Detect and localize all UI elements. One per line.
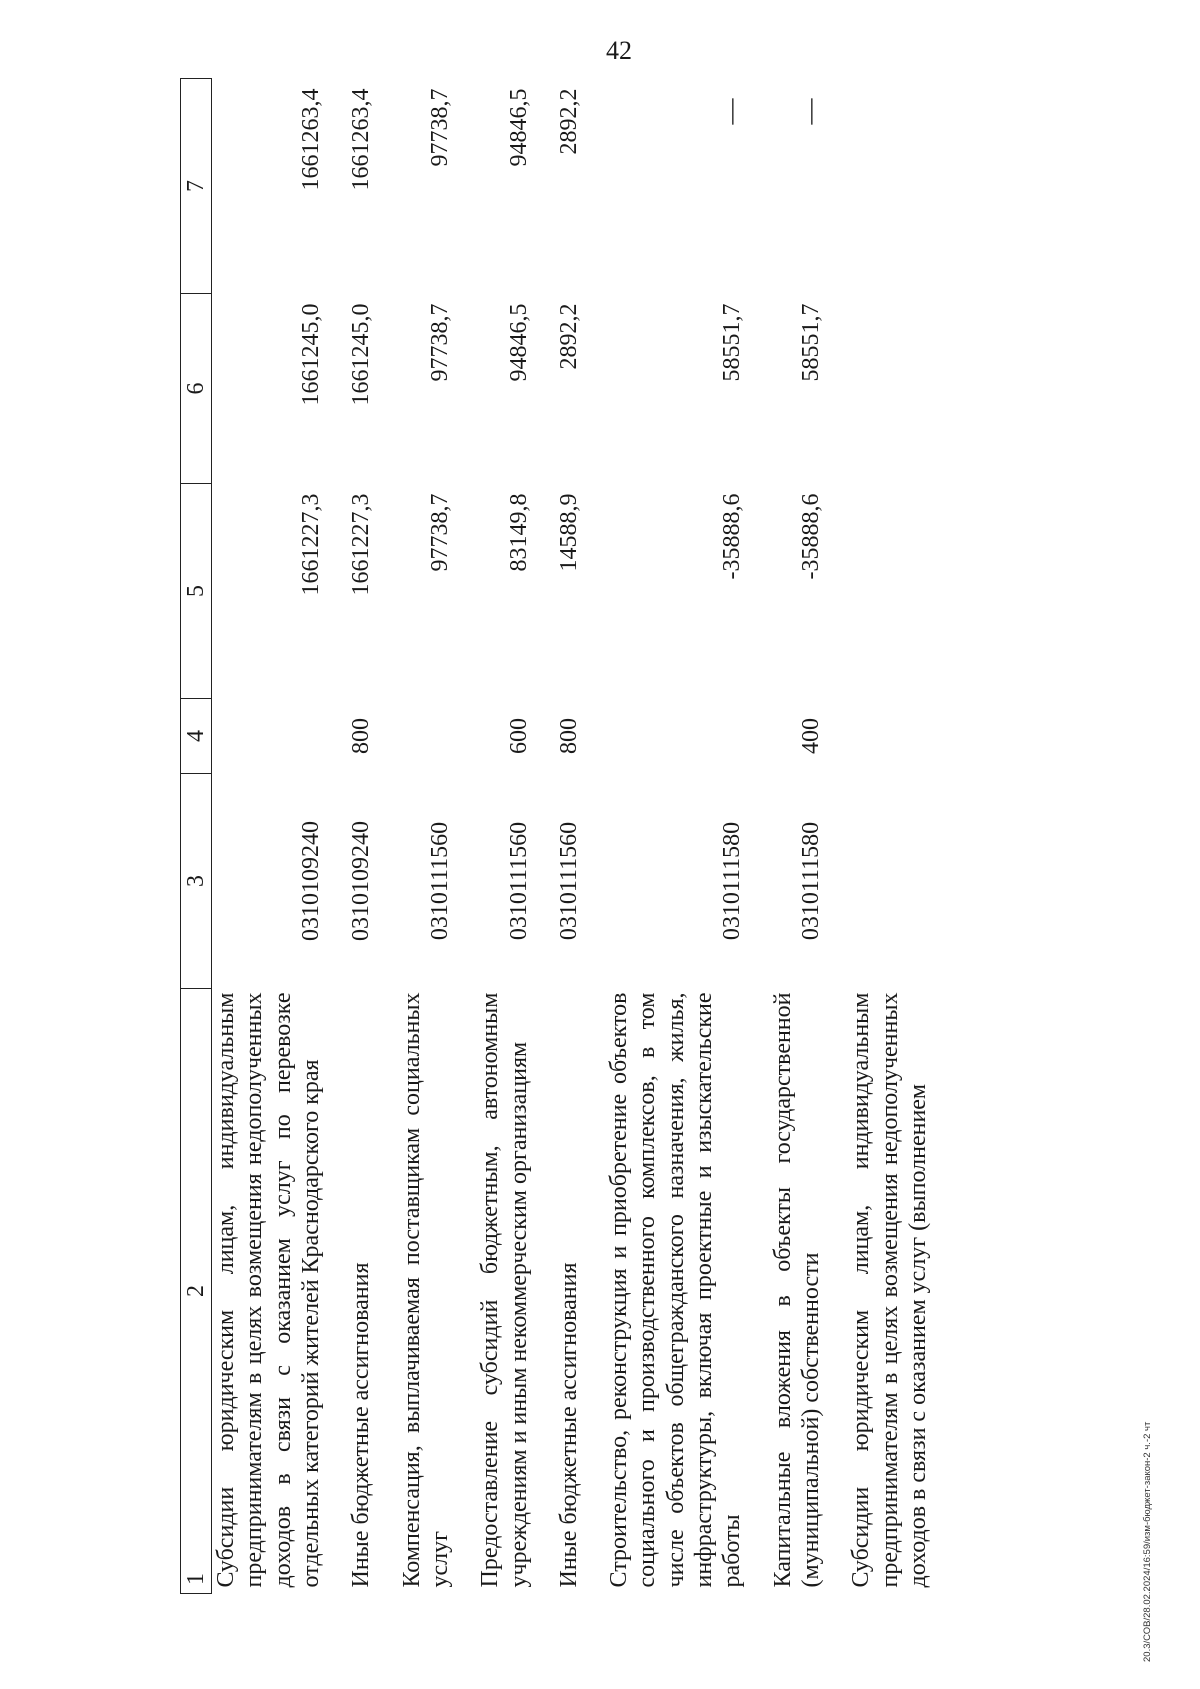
amount-col7: 1661263,4: [297, 88, 324, 191]
amount-col7: 97738,7: [426, 88, 453, 167]
target-code: 0310111560: [505, 821, 532, 941]
budget-table-container: [180, 79, 1060, 1594]
amount-col6: 94846,5: [505, 303, 532, 382]
footer-file-path: 20.3/СОВ/28.02.2024/16:59/изм-бюджет-закон-2 ч.-2 чт: [1142, 1421, 1153, 1662]
column-header: 2: [181, 989, 212, 1594]
amount-col7: 94846,5: [505, 88, 532, 167]
table-row: [533, 79, 583, 1594]
budget-table: [180, 78, 932, 1594]
row-name: Капитальные вложения в объекты государственной (муниципальной) собственности: [769, 992, 824, 1588]
amount-col7: 1661263,4: [348, 88, 375, 191]
table-row: [583, 79, 747, 1594]
target-code: 0310111560: [426, 821, 453, 941]
expense-type: 400: [798, 718, 824, 754]
column-header: 5: [181, 484, 212, 699]
row-name: Субсидии юридическим лицам, индивидуальным предпринимателям в целях возмещения недополученных доходов в связи с оказанием услуг (выполнением: [848, 992, 931, 1588]
target-code: 0310111580: [798, 821, 824, 941]
target-code: [825, 774, 932, 989]
row-name: Иные бюджетные ассигнования: [555, 1262, 582, 1588]
expense-type: [583, 699, 747, 774]
amount-col6: [825, 294, 932, 484]
amount-col7-dash: —: [794, 98, 824, 125]
amount-col6: 1661245,0: [348, 303, 375, 406]
amount-col5: -35888,6: [798, 493, 824, 580]
amount-col6: 2892,2: [555, 303, 582, 370]
row-name: Компенсация, выплачиваемая поставщикам социальных услуг: [398, 992, 453, 1588]
table-row: [376, 79, 455, 1594]
expense-type: [212, 699, 326, 774]
row-name: Иные бюджетные ассигнования: [348, 1262, 375, 1588]
amount-col7: 2892,2: [555, 88, 582, 155]
expense-type: [376, 699, 455, 774]
column-header: 7: [181, 79, 212, 294]
table-row: [325, 79, 375, 1594]
amount-col6: 58551,7: [798, 303, 824, 382]
row-name: Предоставление субсидий бюджетным, автономным учреждениям и иным некоммерческим организациям: [477, 992, 532, 1588]
amount-col6: 1661245,0: [297, 303, 324, 406]
target-code: 0310109240: [348, 821, 375, 941]
amount-col7: [825, 79, 932, 294]
amount-col7-dash: —: [716, 98, 746, 125]
amount-col5: 97738,7: [426, 493, 453, 572]
column-header: 3: [181, 774, 212, 989]
column-header: 6: [181, 294, 212, 484]
amount-col6: 97738,7: [426, 303, 453, 382]
expense-type: 800: [348, 718, 375, 754]
target-code: 0310109240: [297, 821, 324, 941]
amount-col5: [825, 484, 932, 699]
table-row: [454, 79, 533, 1594]
table-row: [212, 79, 326, 1594]
target-code: 0310111580: [719, 821, 746, 941]
amount-col5: 1661227,3: [348, 493, 375, 596]
expense-type: 800: [555, 718, 582, 754]
amount-col5: -35888,6: [719, 493, 746, 580]
table-header-row: 1 2 3 4 5 6 7: [181, 79, 212, 1594]
amount-col5: 14588,9: [555, 493, 582, 572]
target-code: 0310111560: [555, 821, 582, 941]
column-header: 4: [181, 699, 212, 774]
page-number: 42: [606, 36, 632, 65]
table-row: [747, 79, 826, 1594]
expense-type: 600: [505, 718, 532, 754]
amount-col6: 58551,7: [719, 303, 746, 382]
amount-col5: 1661227,3: [297, 493, 324, 596]
table-row: [825, 79, 932, 1594]
amount-col5: 83149,8: [505, 493, 532, 572]
row-name: Субсидии юридическим лицам, индивидуальным предпринимателям в целях возмещения недополученных доходов в связи с оказанием услуг по перевозке отдельных категорий жителей Краснодарского края: [213, 992, 324, 1588]
row-name: Строительство, реконструкция и приобретение объектов социального и производственного комплексов, в том числе объектов общегражданского назначения, жилья, инфраструктуры, включая проектные и изыскательские работы: [606, 992, 746, 1588]
expense-type: [825, 699, 932, 774]
